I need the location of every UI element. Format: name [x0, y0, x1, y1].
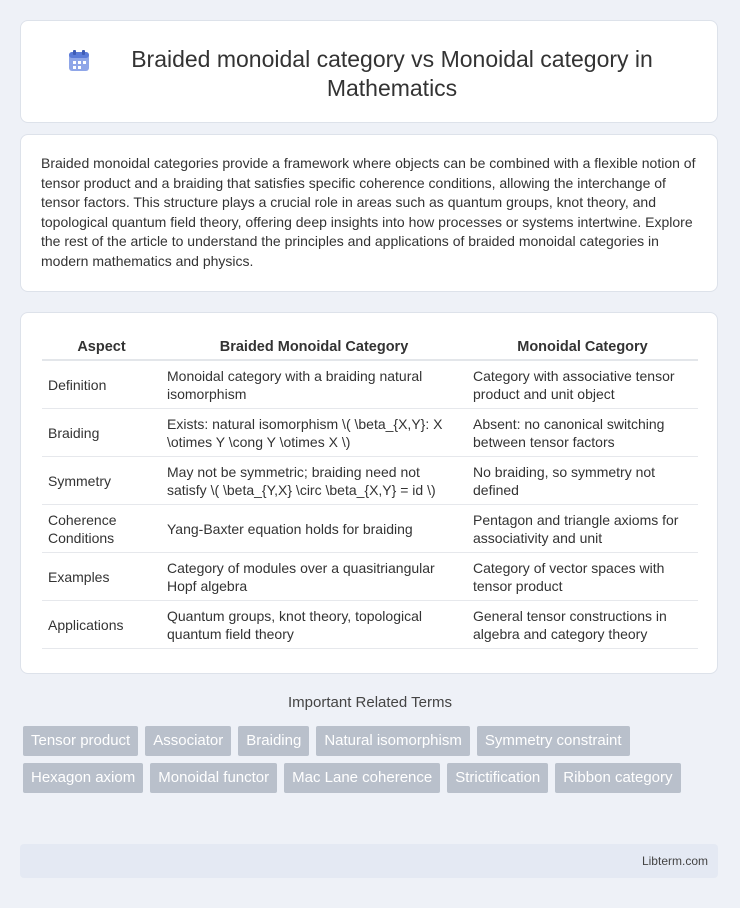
cell-monoidal: Category of vector spaces with tensor product: [467, 553, 698, 601]
comparison-table: [42, 333, 698, 649]
footer-site-link[interactable]: Libterm.com: [641, 854, 708, 868]
intro-paragraph: Braided monoidal categories provide a framework where objects can be combined with a flexible notion of tensor product and a braiding that satisfies specific coherence conditions, allowing the interchange of tensor factors. This structure plays a crucial role in areas such as quantum groups, knot theory, and topological quantum field theory, offering deep insights into how processes or systems intertwine. Explore the rest of the article to understand the principles and applications of braided monoidal categories in modern mathematics and physics.: [41, 155, 696, 269]
cell-monoidal: Pentagon and triangle axioms for associativity and unit: [467, 505, 698, 553]
cell-braided: May not be symmetric; braiding need not satisfy \( \beta_{Y,X} \circ \beta_{X,Y} = id \): [161, 457, 467, 505]
tag-strictification[interactable]: Strictification: [447, 763, 548, 793]
cell-braided: Monoidal category with a braiding natural isomorphism: [161, 360, 467, 409]
calendar-icon: [66, 48, 92, 74]
header-card: [20, 20, 718, 123]
comparison-card: [20, 312, 718, 674]
cell-aspect: Examples: [42, 553, 161, 601]
tag-hexagon-axiom[interactable]: Hexagon axiom: [23, 763, 143, 793]
cell-monoidal: General tensor constructions in algebra and category theory: [467, 601, 698, 649]
cell-aspect: Applications: [42, 601, 161, 649]
header-monoidal: Monoidal Category: [467, 333, 698, 360]
cell-aspect: Braiding: [42, 409, 161, 457]
table-row: [42, 409, 698, 457]
tag-symmetry-constraint[interactable]: Symmetry constraint: [477, 726, 630, 756]
cell-braided: Category of modules over a quasitriangular Hopf algebra: [161, 553, 467, 601]
tag-braiding[interactable]: Braiding: [238, 726, 309, 756]
cell-braided: Quantum groups, knot theory, topological quantum field theory: [161, 601, 467, 649]
tag-associator[interactable]: Associator: [145, 726, 231, 756]
related-terms-list: [23, 726, 683, 793]
tag-natural-isomorphism[interactable]: Natural isomorphism: [316, 726, 470, 756]
header-braided: Braided Monoidal Category: [161, 333, 467, 360]
table-row: [42, 505, 698, 553]
tag-ribbon-category[interactable]: Ribbon category: [555, 763, 680, 793]
tag-monoidal-functor[interactable]: Monoidal functor: [150, 763, 277, 793]
tag-mac-lane-coherence[interactable]: Mac Lane coherence: [284, 763, 440, 793]
table-header-row: [42, 333, 698, 360]
footer: [20, 844, 718, 878]
table-row: [42, 360, 698, 409]
table-row: [42, 553, 698, 601]
table-row: [42, 457, 698, 505]
cell-braided: Yang-Baxter equation holds for braiding: [161, 505, 467, 553]
cell-braided: Exists: natural isomorphism \( \beta_{X,Y}: X \otimes Y \cong Y \otimes X \): [161, 409, 467, 457]
cell-aspect: Definition: [42, 360, 161, 409]
cell-aspect: Coherence Conditions: [42, 505, 161, 553]
cell-monoidal: No braiding, so symmetry not defined: [467, 457, 698, 505]
table-row: [42, 601, 698, 649]
cell-monoidal: Absent: no canonical switching between tensor factors: [467, 409, 698, 457]
tag-tensor-product[interactable]: Tensor product: [23, 726, 138, 756]
intro-card: [20, 134, 718, 292]
cell-aspect: Symmetry: [42, 457, 161, 505]
header-aspect: Aspect: [42, 333, 161, 360]
cell-monoidal: Category with associative tensor product and unit object: [467, 360, 698, 409]
related-terms-title: Important Related Terms: [288, 694, 452, 711]
page-title: Braided monoidal category vs Monoidal category in Mathematics: [131, 46, 653, 101]
